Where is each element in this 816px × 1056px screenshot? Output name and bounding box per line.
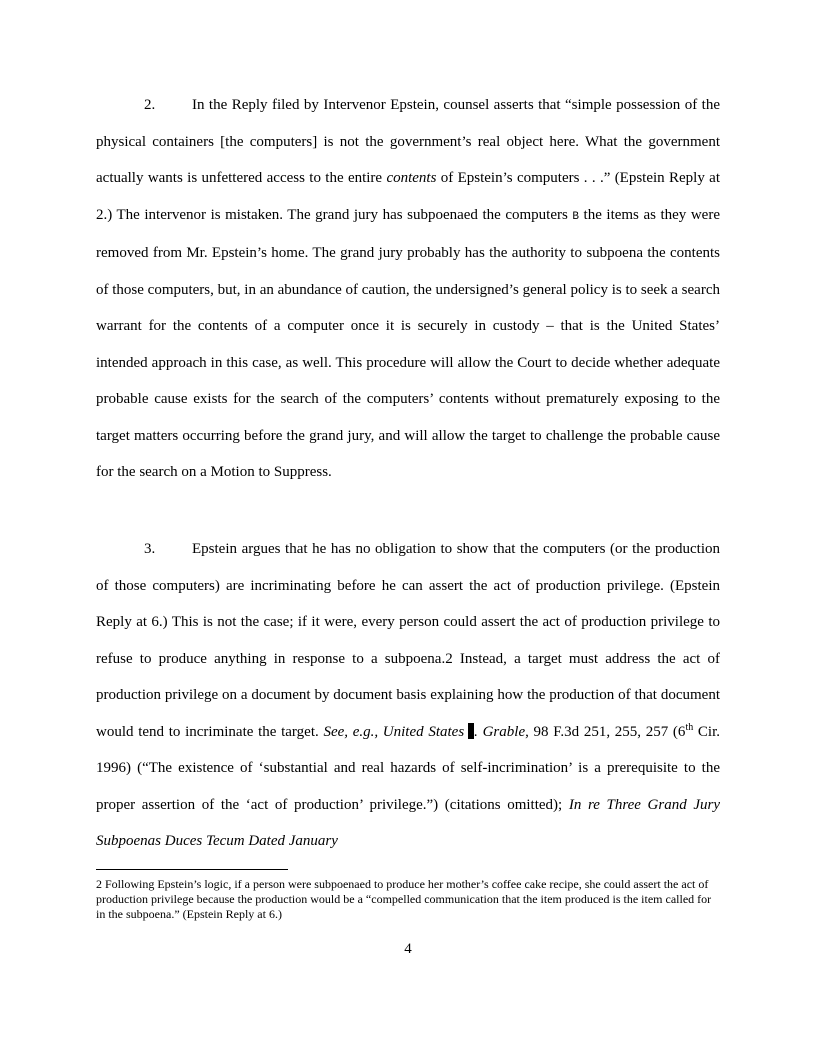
paragraph-3-text-1: Epstein argues that he has no obligation to show that the computers (or the production of those computers) are incriminating before he can assert the act of production privilege. (Epstein Reply at 6.) This is not the case; if it were, every person could assert the act of production privilege to refuse to produce anything in response to a subpoena.2 Instead, a target must address the act of production privilege on a document by document basis explaining how the production of that document would tend to incriminate the target.: [96, 541, 720, 740]
footnote-separator: [96, 869, 288, 870]
paragraph-3-number: 3.: [144, 541, 156, 557]
paragraph-3-citation-1-b: . Grable: [474, 723, 526, 740]
paragraph-3-text-2: , 98 F.3d 251, 255, 257 (6: [525, 723, 686, 740]
page-number: 4: [404, 941, 412, 957]
footnote: 2 Following Epstein’s logic, if a person were subpoenaed to produce her mother’s coffee cake recipe, she could assert the act of production privilege because the production would be a “compelled communication that the item produced is the item called for in the subpoena.” (Epstein Reply at 6.): [96, 877, 712, 921]
paragraph-3-text-3: Cir. 1996) (“The existence of ‘substantial and real hazards of self-incrimination’ is a prerequisite to the proper assertion of the ‘act of production’ privilege.”) (citations omitted);: [96, 723, 721, 813]
paragraph-2: [96, 87, 720, 491]
paragraph-2-text-3: the items as they were removed from Mr. Epstein’s home. The grand jury probably has the authority to subpoena the contents of those computers, but, in an abundance of caution, the undersigned’s general policy is to seek a search warrant for the contents of a computer once it is securely in custody – that is the United States’ intended approach in this case, as well. This procedure will allow the Court to decide whether adequate probable cause exists for the search of the computers’ contents without prematurely exposing to the target matters occurring before the grand jury, and will allow the target to challenge the probable cause for the search on a Motion to Suppress.: [96, 206, 720, 480]
paragraph-2-garbled-char: B: [572, 210, 579, 223]
paragraph-2-text-2: of Epstein’s computers . . .” (Epstein Reply at 2.) The intervenor is mistaken. The grand jury has subpoenaed the computers: [96, 170, 721, 223]
paragraph-2-text-1: In the Reply filed by Intervenor Epstein, counsel asserts that “simple possession of the physical containers [the computers] is not the government’s real object here. What the government actually wants is unfettered access to the entire: [96, 97, 720, 186]
paragraph-3-citation-1: See, e.g., United States: [323, 723, 465, 740]
paragraph-3-citation-2: In re Three Grand Jury Subpoenas Duces Tecum Dated January: [96, 796, 720, 849]
paragraph-3-superscript: th: [685, 721, 694, 733]
paragraph-2-contents-italic: contents: [386, 170, 437, 186]
paragraph-3: [96, 531, 720, 860]
paragraph-2-number: 2.: [144, 97, 156, 113]
